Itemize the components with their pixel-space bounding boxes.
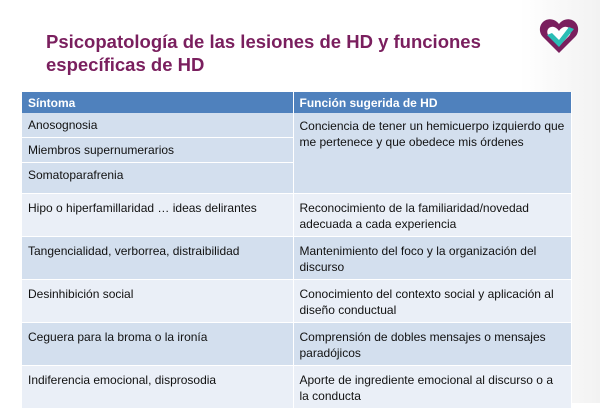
function-cell: Conocimiento del contexto social y aplicación al diseño conductual [293,280,571,323]
heart-logo-icon [538,15,580,57]
slide-title [46,30,516,76]
symptom-cell: Hipo o hiperfamillaridad … ideas delirantes [22,194,293,237]
symptom-cell: Miembros supernumerarios [22,138,293,163]
table-header-row [22,92,571,113]
symptom-cell: Indiferencia emocional, disprosodia [22,366,293,409]
symptom-cell: Tangencialidad, verborrea, distraibilidad [22,237,293,280]
function-cell: Comprensión de dobles mensajes o mensajes paradójicos [293,323,571,366]
function-cell: Aporte de ingrediente emocional al discurso o a la conducta [293,366,571,409]
table-row [22,366,571,409]
table-row [22,194,571,237]
table-row [22,280,571,323]
table-row [22,113,571,138]
symptom-cell: Somatoparafrenia [22,163,293,194]
symptom-function-table [22,92,572,409]
table-row [22,323,571,366]
title-line-1: Psicopatología de las lesiones de HD y funciones [46,31,481,52]
symptom-cell: Desinhibición social [22,280,293,323]
function-cell: Conciencia de tener un hemicuerpo izquierdo que me pertenece y que obedece mis órdenes [293,113,571,194]
symptom-cell: Ceguera para la broma o la ironía [22,323,293,366]
title-line-2: específicas de HD [46,54,205,75]
function-cell: Mantenimiento del foco y la organización del discurso [293,237,571,280]
function-cell: Reconocimiento de la familiaridad/novedad adecuada a cada experiencia [293,194,571,237]
header-function: Función sugerida de HD [293,92,571,113]
header-symptom: Síntoma [22,92,293,113]
table-row [22,237,571,280]
symptom-cell: Anosognosia [22,113,293,138]
